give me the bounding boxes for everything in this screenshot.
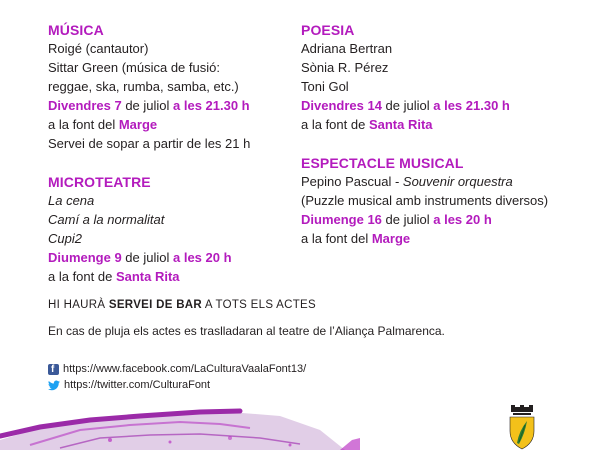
social-links [48, 362, 306, 394]
espectacle-place-prefix: a la font del [301, 231, 372, 246]
musica-date [48, 96, 288, 115]
bar-notice-prefix: HI HAURÀ [48, 299, 109, 311]
espectacle-date-mid: de juliol [381, 212, 434, 227]
facebook-url[interactable]: https://www.facebook.com/LaCulturaVaalaFont13/ [63, 363, 307, 375]
microteatre-play-1: La cena [48, 193, 95, 208]
bar-notice-bold: SERVEI DE BAR [108, 299, 203, 311]
musica-section [48, 22, 288, 153]
microteatre-place-name: Santa Rita [115, 269, 180, 284]
musica-heading: MÚSICA [48, 22, 104, 38]
microteatre-heading: MICROTEATRE [48, 174, 151, 190]
microteatre-date-day: Diumenge 9 [48, 250, 122, 265]
musica-date-mid: de juliol [121, 98, 174, 113]
musica-artist-2a: Sittar Green (música de fusió: [48, 60, 220, 75]
microteatre-play-3: Cupi2 [48, 231, 82, 246]
right-column [301, 22, 591, 269]
left-column [48, 22, 288, 307]
espectacle-date [301, 210, 591, 229]
poesia-heading: POESIA [301, 22, 355, 38]
twitter-icon [48, 380, 60, 391]
microteatre-date [48, 248, 288, 267]
espectacle-date-time: a les 20 h [433, 212, 492, 227]
musica-artist-2b: reggae, ska, rumba, samba, etc.) [48, 79, 239, 94]
poesia-date-time: a les 21.30 h [433, 98, 510, 113]
poesia-place-name: Santa Rita [368, 117, 433, 132]
municipal-emblem [507, 405, 537, 450]
espectacle-performer-name: Pepino Pascual - [301, 174, 403, 189]
twitter-link-row[interactable] [48, 378, 306, 392]
bar-notice-suffix: A TOTS ELS ACTES [202, 299, 316, 311]
musica-place-name: Marge [118, 117, 158, 132]
poesia-poet-1: Adriana Bertran [301, 41, 393, 56]
musica-place-prefix: a la font del [48, 117, 119, 132]
musica-date-day: Divendres 7 [48, 98, 122, 113]
espectacle-performer [301, 172, 591, 191]
musica-artist-1: Roigé (cantautor) [48, 41, 149, 56]
espectacle-place [301, 229, 591, 248]
musica-extra: Servei de sopar a partir de les 21 h [48, 136, 251, 151]
espectacle-date-day: Diumenge 16 [301, 212, 382, 227]
twitter-url[interactable]: https://twitter.com/CulturaFont [64, 379, 211, 391]
poesia-place-prefix: a la font de [301, 117, 369, 132]
microteatre-date-mid: de juliol [121, 250, 173, 265]
decorative-brush-strokes [0, 400, 360, 450]
facebook-link-row[interactable] [48, 362, 306, 376]
rain-notice: En cas de pluja els actes es traslladaran al teatre de l’Aliança Palmarenca. [48, 324, 445, 338]
espectacle-heading: ESPECTACLE MUSICAL [301, 155, 464, 171]
espectacle-show-title: Souvenir orquestra [402, 174, 513, 189]
microteatre-section [48, 174, 288, 286]
espectacle-section [301, 155, 591, 248]
facebook-icon [48, 364, 59, 375]
musica-date-time: a les 21.30 h [173, 98, 250, 113]
microteatre-place-prefix: a la font de [48, 269, 116, 284]
microteatre-date-time: a les 20 h [173, 250, 232, 265]
espectacle-description: (Puzzle musical amb instruments diversos) [301, 193, 549, 208]
poesia-date [301, 96, 591, 115]
poesia-poet-2: Sònia R. Pérez [301, 60, 389, 75]
poesia-date-mid: de juliol [381, 98, 434, 113]
poesia-place [301, 115, 591, 134]
microteatre-play-2: Camí a la normalitat [48, 212, 165, 227]
bar-service-notice [48, 299, 316, 311]
poesia-section [301, 22, 591, 134]
musica-place [48, 115, 288, 134]
espectacle-place-name: Marge [371, 231, 411, 246]
microteatre-place [48, 267, 288, 286]
poesia-date-day: Divendres 14 [301, 98, 382, 113]
poesia-poet-3: Toni Gol [301, 79, 349, 94]
